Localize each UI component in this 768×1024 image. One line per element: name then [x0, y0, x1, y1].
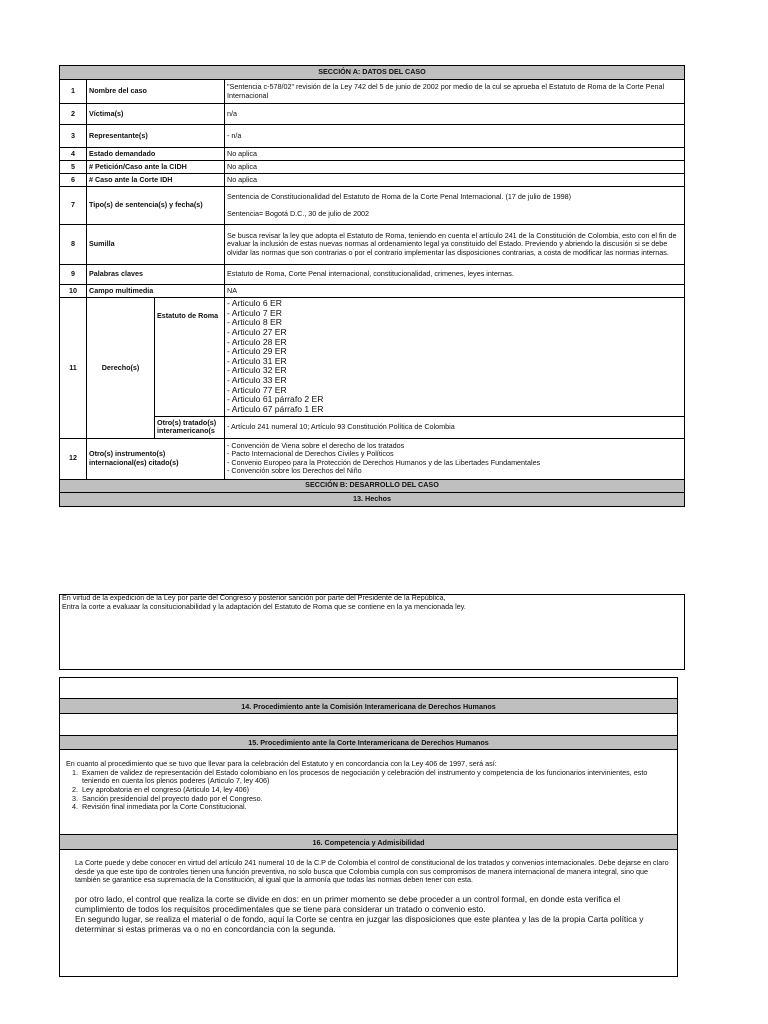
otros-tratados-value: - Artículo 241 numeral 10; Artículo 93 Constitución Política de Colombia — [225, 416, 685, 438]
sec15-title: 15. Procedimiento ante la Corte Interamericana de Derechos Humanos — [248, 738, 489, 747]
row-number: 10 — [60, 285, 87, 298]
row-value — [225, 187, 685, 225]
procedure-step: 3. Sanción presidencial del proyecto dado por el Congreso. — [80, 795, 673, 804]
hechos-header — [60, 492, 685, 506]
articulo-item: - Articulo 27 ER — [227, 326, 287, 337]
row-value: - n/a — [225, 125, 685, 148]
instrumento-item: - Convenio Europeo para la Protección de Derechos Humanos y de las Libertades Fundamentales — [227, 457, 541, 467]
row-label: Representante(s) — [87, 125, 225, 148]
articulos-items — [227, 299, 682, 415]
row-value: No aplica — [225, 148, 685, 161]
sec16-header — [59, 834, 678, 850]
row-number: 12 — [60, 438, 87, 479]
sec15-content — [59, 749, 678, 835]
blank-row — [59, 677, 678, 699]
articulo-item: - Articulo 28 ER — [227, 336, 287, 347]
row-label: Sumilla — [87, 225, 225, 265]
control-material-paragraph: En segundo lugar, se realiza el material o de fondo, aquí la Corte se centra en juzgar las disposiciones que este plantea y las de la propia Carta política y determinar si estas primeras va o no en concordancia con la segunda. — [75, 914, 644, 935]
row-number: 6 — [60, 174, 87, 187]
hechos-line-1: En virtud de la expedición de la Ley por parte del Congreso y posterior sanción por parte del Presidente de la República, — [62, 593, 446, 602]
section-b-header — [60, 479, 685, 492]
control-formal-paragraph: por otro lado, el control que realiza la corte se divide en dos: en un primer momento se debe proceder a un control formal, en donde esta verifica el cumplimiento de todos los requisitos procedimentales que se tiene para considerar un tratado o convenio esto. — [75, 893, 621, 914]
sec14-content — [59, 713, 678, 736]
articulo-item: - Articulo 32 ER — [227, 365, 287, 376]
row-value: Se busca revisar la ley que adopta el Estatuto de Roma, teniendo en cuenta el artículo 241 de la Constitución de Colombia, esto con el fin de evaluar la inclusión de estas nuevas normas al ordenamiento legal ya constituido del Estado. Previendo y abriendo la discusión si se debe olvidar las normas que son contrarias o por el contrario implementar las disposiciones contrarias, a costa de modificar las normas internas. — [225, 225, 685, 265]
articulo-item: - Articulo 29 ER — [227, 346, 287, 357]
row-value: No aplica — [225, 161, 685, 174]
procedure-step: 1. Examen de validez de representación del Estado colombiano en los procesos de negociación y celebración del instrumento y competencia de los funcionarios intervinientes, esto teniendo en cuenta los plenos poderes (Articulo 7, ley 406) — [80, 769, 673, 786]
articulo-item: - Articulo 7 ER — [227, 307, 282, 318]
section-a-title: SECCIÓN A: DATOS DEL CASO — [60, 66, 685, 80]
row-label: Nombre del caso — [87, 80, 225, 104]
row-value: No aplica — [225, 174, 685, 187]
sec15-intro: En cuanto al procedimiento que se tuvo que llevar para la celebración del Estatuto y en concordancia con la Ley 406 de 1997, será así: — [66, 759, 497, 768]
row-value: "Sentencia c-578/02" revisión de la Ley 742 del 5 de junio de 2002 por medio de la cul se aprueba el Estatuto de Roma de la Corte Penal Internacional — [225, 80, 685, 104]
articulos-list — [225, 298, 685, 417]
row-value: NA — [225, 285, 685, 298]
procedure-step: 2. Ley aprobatoria en el congreso (Articulo 14, ley 406) — [80, 786, 673, 795]
row-nombre-caso — [60, 80, 685, 104]
row-derechos-estatuto — [60, 298, 685, 417]
row-label: Palabras claves — [87, 265, 225, 285]
articulo-item: - Articulo 8 ER — [227, 317, 282, 328]
articulo-item: - Articulo 61 párrafo 2 ER — [227, 394, 324, 405]
hechos-line-2: Entra la corte a evaluaar la consitucionabilidad y la adaptación del Estatuto de Roma que se contiene en la ya mencionada ley. — [62, 601, 466, 611]
row-peticion-cidh — [60, 161, 685, 174]
row-campo-multimedia — [60, 285, 685, 298]
row-victimas — [60, 104, 685, 125]
procedure-step: 4. Revisión final inmediata por la Corte Constitucional. — [80, 803, 673, 812]
row-label: Tipo(s) de sentencia(s) y fecha(s) — [87, 187, 225, 225]
row-number: 1 — [60, 80, 87, 104]
hechos-box — [59, 594, 685, 670]
instrumento-item: - Convención de Viena sobre el derecho de los tratados — [227, 441, 405, 451]
row-number: 9 — [60, 265, 87, 285]
instrumento-item: - Convención sobre los Derechos del Niño — [227, 465, 362, 475]
instrumentos-items — [227, 442, 682, 474]
sec15-header — [59, 735, 678, 750]
row-label: Víctima(s) — [87, 104, 225, 125]
competencia-paragraph: La Corte puede y debe conocer en virtud del artículo 241 numeral 10 de la C.P de Colombia el control de constitucional de los tratados y convenios internacionales. Debe dejarse en claro desde ya que este tipo de controles tienen una función preventiva, no solo busca que Colombia cumpla con sus compromisos de manera internacional de manera integral, sino que también se garantice esa supremacía de la Constitución, al igual que la armonía que todas las normas deben tener con esta. — [75, 858, 669, 885]
sentencia-tipo: Sentencia de Constitucionalidad del Estatuto de Roma de la Corte Penal Internacional. (17 de julio de 1998) — [227, 192, 572, 202]
row-representantes — [60, 125, 685, 148]
articulo-item: - Articulo 6 ER — [227, 298, 282, 308]
row-value: n/a — [225, 104, 685, 125]
row-value — [225, 438, 685, 479]
estatuto-label: Estatuto de Roma — [155, 298, 225, 417]
row-label: # Caso ante la Corte IDH — [87, 174, 225, 187]
row-number: 11 — [60, 298, 87, 439]
row-value: Estatuto de Roma, Corte Penal internacional, constitucionalidad, crimenes, leyes internas. — [225, 265, 685, 285]
row-tipo-sentencia — [60, 187, 685, 225]
row-sumilla — [60, 225, 685, 265]
row-label: Campo multimedia — [87, 285, 225, 298]
sec14-header — [59, 698, 678, 714]
row-label: Otro(s) instrumento(s) internacional(es) citado(s) — [87, 438, 225, 479]
row-label: Derecho(s) — [87, 298, 155, 439]
sentencia-fecha: Sentencia= Bogotá D.C., 30 de julio de 2002 — [227, 208, 370, 218]
articulo-item: - Articulo 77 ER — [227, 384, 287, 395]
case-data-table — [59, 65, 685, 507]
row-number: 7 — [60, 187, 87, 225]
row-label: # Petición/Caso ante la CIDH — [87, 161, 225, 174]
instrumento-item: - Pacto Internacional de Derechos Civiles y Políticos — [227, 449, 394, 459]
row-otros-instrumentos — [60, 438, 685, 479]
procedure-list — [66, 769, 673, 812]
row-number: 3 — [60, 125, 87, 148]
row-number: 5 — [60, 161, 87, 174]
section-a-header — [60, 66, 685, 80]
hechos-title: 13. Hechos — [60, 492, 685, 506]
sec16-content — [59, 849, 678, 977]
sec16-title: 16. Competencia y Admisibilidad — [312, 837, 425, 847]
row-number: 8 — [60, 225, 87, 265]
section-b-title: SECCIÓN B: DESARROLLO DEL CASO — [60, 479, 685, 492]
row-label: Estado demandado — [87, 148, 225, 161]
row-number: 4 — [60, 148, 87, 161]
articulo-item: - Articulo 33 ER — [227, 375, 287, 385]
row-palabras-claves — [60, 265, 685, 285]
row-number: 2 — [60, 104, 87, 125]
row-estado-demandado — [60, 148, 685, 161]
articulo-item: - Articulo 67 párrafo 1 ER — [227, 403, 324, 414]
sec14-title: 14. Procedimiento ante la Comisión Interamericana de Derechos Humanos — [241, 701, 496, 711]
row-caso-corte-idh — [60, 174, 685, 187]
otros-tratados-label: Otro(s) tratado(s) interamericano(s — [155, 416, 225, 438]
articulo-item: - Articulo 31 ER — [227, 355, 287, 366]
